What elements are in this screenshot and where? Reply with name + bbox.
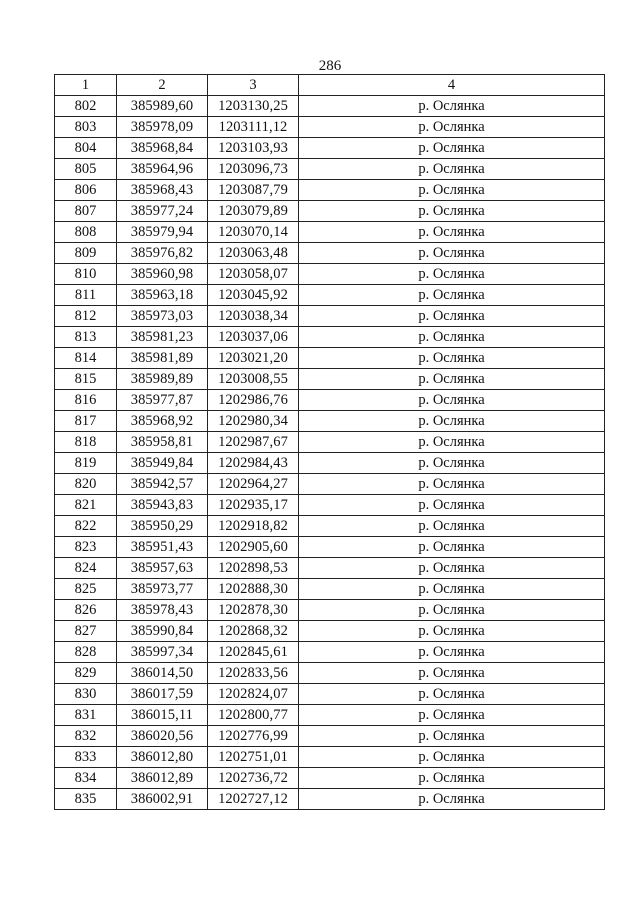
- point-number-cell: 827: [55, 621, 117, 642]
- y-coordinate-cell: 1202736,72: [208, 768, 299, 789]
- x-coordinate-cell: 386017,59: [117, 684, 208, 705]
- y-coordinate-cell: 1202898,53: [208, 558, 299, 579]
- y-coordinate-cell: 1202751,01: [208, 747, 299, 768]
- table-row: [55, 642, 605, 663]
- point-number-cell: 824: [55, 558, 117, 579]
- table-row: [55, 117, 605, 138]
- description-cell: р. Ослянка: [299, 684, 605, 705]
- table-row: [55, 180, 605, 201]
- description-cell: р. Ослянка: [299, 201, 605, 222]
- table-row: [55, 579, 605, 600]
- point-number-cell: 819: [55, 453, 117, 474]
- x-coordinate-cell: 385997,34: [117, 642, 208, 663]
- y-coordinate-cell: 1203058,07: [208, 264, 299, 285]
- point-number-cell: 809: [55, 243, 117, 264]
- x-coordinate-cell: 385951,43: [117, 537, 208, 558]
- table-row: [55, 747, 605, 768]
- description-cell: р. Ослянка: [299, 222, 605, 243]
- x-coordinate-cell: 385943,83: [117, 495, 208, 516]
- y-coordinate-cell: 1202868,32: [208, 621, 299, 642]
- description-cell: р. Ослянка: [299, 789, 605, 810]
- description-cell: р. Ослянка: [299, 516, 605, 537]
- point-number-cell: 835: [55, 789, 117, 810]
- description-cell: р. Ослянка: [299, 117, 605, 138]
- point-number-cell: 814: [55, 348, 117, 369]
- x-coordinate-cell: 385949,84: [117, 453, 208, 474]
- point-number-cell: 817: [55, 411, 117, 432]
- x-coordinate-cell: 385989,89: [117, 369, 208, 390]
- description-cell: р. Ослянка: [299, 726, 605, 747]
- description-cell: р. Ослянка: [299, 453, 605, 474]
- y-coordinate-cell: 1203130,25: [208, 96, 299, 117]
- point-number-cell: 823: [55, 537, 117, 558]
- x-coordinate-cell: 385973,77: [117, 579, 208, 600]
- x-coordinate-cell: 385977,24: [117, 201, 208, 222]
- description-cell: р. Ослянка: [299, 537, 605, 558]
- table-row: [55, 243, 605, 264]
- point-number-cell: 806: [55, 180, 117, 201]
- table-row: [55, 516, 605, 537]
- description-cell: р. Ослянка: [299, 369, 605, 390]
- x-coordinate-cell: 385976,82: [117, 243, 208, 264]
- point-number-cell: 818: [55, 432, 117, 453]
- point-number-cell: 816: [55, 390, 117, 411]
- column-header-3: 3: [208, 75, 299, 96]
- description-cell: р. Ослянка: [299, 327, 605, 348]
- table-row: [55, 222, 605, 243]
- x-coordinate-cell: 385968,84: [117, 138, 208, 159]
- point-number-cell: 802: [55, 96, 117, 117]
- description-cell: р. Ослянка: [299, 243, 605, 264]
- y-coordinate-cell: 1203087,79: [208, 180, 299, 201]
- table-row: [55, 285, 605, 306]
- table-row: [55, 537, 605, 558]
- description-cell: р. Ослянка: [299, 285, 605, 306]
- x-coordinate-cell: 385978,09: [117, 117, 208, 138]
- x-coordinate-cell: 385977,87: [117, 390, 208, 411]
- y-coordinate-cell: 1202984,43: [208, 453, 299, 474]
- description-cell: р. Ослянка: [299, 579, 605, 600]
- x-coordinate-cell: 385950,29: [117, 516, 208, 537]
- description-cell: р. Ослянка: [299, 495, 605, 516]
- x-coordinate-cell: 386012,89: [117, 768, 208, 789]
- column-header-4: 4: [299, 75, 605, 96]
- x-coordinate-cell: 385979,94: [117, 222, 208, 243]
- column-header-2: 2: [117, 75, 208, 96]
- y-coordinate-cell: 1203045,92: [208, 285, 299, 306]
- point-number-cell: 822: [55, 516, 117, 537]
- table-row: [55, 726, 605, 747]
- page-number: 286: [318, 58, 342, 74]
- point-number-cell: 804: [55, 138, 117, 159]
- x-coordinate-cell: 386020,56: [117, 726, 208, 747]
- description-cell: р. Ослянка: [299, 96, 605, 117]
- point-number-cell: 813: [55, 327, 117, 348]
- y-coordinate-cell: 1202980,34: [208, 411, 299, 432]
- y-coordinate-cell: 1202987,67: [208, 432, 299, 453]
- description-cell: р. Ослянка: [299, 705, 605, 726]
- y-coordinate-cell: 1203063,48: [208, 243, 299, 264]
- y-coordinate-cell: 1202727,12: [208, 789, 299, 810]
- table-row: [55, 96, 605, 117]
- point-number-cell: 808: [55, 222, 117, 243]
- description-cell: р. Ослянка: [299, 747, 605, 768]
- y-coordinate-cell: 1203008,55: [208, 369, 299, 390]
- y-coordinate-cell: 1203096,73: [208, 159, 299, 180]
- point-number-cell: 815: [55, 369, 117, 390]
- table-row: [55, 327, 605, 348]
- description-cell: р. Ослянка: [299, 390, 605, 411]
- y-coordinate-cell: 1202845,61: [208, 642, 299, 663]
- point-number-cell: 828: [55, 642, 117, 663]
- point-number-cell: 811: [55, 285, 117, 306]
- description-cell: р. Ослянка: [299, 138, 605, 159]
- y-coordinate-cell: 1202935,17: [208, 495, 299, 516]
- point-number-cell: 834: [55, 768, 117, 789]
- description-cell: р. Ослянка: [299, 663, 605, 684]
- y-coordinate-cell: 1202824,07: [208, 684, 299, 705]
- x-coordinate-cell: 385957,63: [117, 558, 208, 579]
- table-row: [55, 369, 605, 390]
- point-number-cell: 821: [55, 495, 117, 516]
- x-coordinate-cell: 385960,98: [117, 264, 208, 285]
- table-row: [55, 201, 605, 222]
- table-row: [55, 264, 605, 285]
- column-header-1: 1: [55, 75, 117, 96]
- table-body: [55, 96, 605, 810]
- point-number-cell: 825: [55, 579, 117, 600]
- x-coordinate-cell: 385942,57: [117, 474, 208, 495]
- y-coordinate-cell: 1203103,93: [208, 138, 299, 159]
- table-row: [55, 390, 605, 411]
- table-row: [55, 138, 605, 159]
- table-row: [55, 432, 605, 453]
- x-coordinate-cell: 385968,43: [117, 180, 208, 201]
- x-coordinate-cell: 386015,11: [117, 705, 208, 726]
- table-row: [55, 621, 605, 642]
- table-row: [55, 474, 605, 495]
- point-number-cell: 810: [55, 264, 117, 285]
- x-coordinate-cell: 385964,96: [117, 159, 208, 180]
- x-coordinate-cell: 385973,03: [117, 306, 208, 327]
- table-row: [55, 306, 605, 327]
- table-row: [55, 789, 605, 810]
- point-number-cell: 805: [55, 159, 117, 180]
- y-coordinate-cell: 1203037,06: [208, 327, 299, 348]
- description-cell: р. Ослянка: [299, 159, 605, 180]
- y-coordinate-cell: 1203070,14: [208, 222, 299, 243]
- description-cell: р. Ослянка: [299, 348, 605, 369]
- table-row: [55, 348, 605, 369]
- y-coordinate-cell: 1203021,20: [208, 348, 299, 369]
- x-coordinate-cell: 385978,43: [117, 600, 208, 621]
- x-coordinate-cell: 385968,92: [117, 411, 208, 432]
- description-cell: р. Ослянка: [299, 600, 605, 621]
- point-number-cell: 807: [55, 201, 117, 222]
- description-cell: р. Ослянка: [299, 264, 605, 285]
- table-row: [55, 558, 605, 579]
- point-number-cell: 812: [55, 306, 117, 327]
- x-coordinate-cell: 385958,81: [117, 432, 208, 453]
- y-coordinate-cell: 1202964,27: [208, 474, 299, 495]
- description-cell: р. Ослянка: [299, 411, 605, 432]
- point-number-cell: 833: [55, 747, 117, 768]
- y-coordinate-cell: 1202888,30: [208, 579, 299, 600]
- point-number-cell: 820: [55, 474, 117, 495]
- x-coordinate-cell: 385990,84: [117, 621, 208, 642]
- x-coordinate-cell: 386012,80: [117, 747, 208, 768]
- x-coordinate-cell: 386014,50: [117, 663, 208, 684]
- description-cell: р. Ослянка: [299, 558, 605, 579]
- x-coordinate-cell: 385963,18: [117, 285, 208, 306]
- table-row: [55, 159, 605, 180]
- x-coordinate-cell: 385989,60: [117, 96, 208, 117]
- y-coordinate-cell: 1202986,76: [208, 390, 299, 411]
- y-coordinate-cell: 1202905,60: [208, 537, 299, 558]
- x-coordinate-cell: 385981,89: [117, 348, 208, 369]
- description-cell: р. Ослянка: [299, 432, 605, 453]
- y-coordinate-cell: 1202833,56: [208, 663, 299, 684]
- table-row: [55, 705, 605, 726]
- table-row: [55, 411, 605, 432]
- table-row: [55, 495, 605, 516]
- point-number-cell: 831: [55, 705, 117, 726]
- point-number-cell: 830: [55, 684, 117, 705]
- description-cell: р. Ослянка: [299, 768, 605, 789]
- table-row: [55, 768, 605, 789]
- y-coordinate-cell: 1202776,99: [208, 726, 299, 747]
- table-header-row: [55, 75, 605, 96]
- x-coordinate-cell: 385981,23: [117, 327, 208, 348]
- point-number-cell: 826: [55, 600, 117, 621]
- description-cell: р. Ослянка: [299, 621, 605, 642]
- point-number-cell: 829: [55, 663, 117, 684]
- point-number-cell: 803: [55, 117, 117, 138]
- y-coordinate-cell: 1203038,34: [208, 306, 299, 327]
- y-coordinate-cell: 1202800,77: [208, 705, 299, 726]
- table-row: [55, 684, 605, 705]
- table-row: [55, 663, 605, 684]
- description-cell: р. Ослянка: [299, 474, 605, 495]
- y-coordinate-cell: 1202918,82: [208, 516, 299, 537]
- description-cell: р. Ослянка: [299, 180, 605, 201]
- description-cell: р. Ослянка: [299, 306, 605, 327]
- table-row: [55, 600, 605, 621]
- point-number-cell: 832: [55, 726, 117, 747]
- table-row: [55, 453, 605, 474]
- y-coordinate-cell: 1202878,30: [208, 600, 299, 621]
- x-coordinate-cell: 386002,91: [117, 789, 208, 810]
- description-cell: р. Ослянка: [299, 642, 605, 663]
- y-coordinate-cell: 1203079,89: [208, 201, 299, 222]
- coordinates-table: [54, 74, 605, 810]
- y-coordinate-cell: 1203111,12: [208, 117, 299, 138]
